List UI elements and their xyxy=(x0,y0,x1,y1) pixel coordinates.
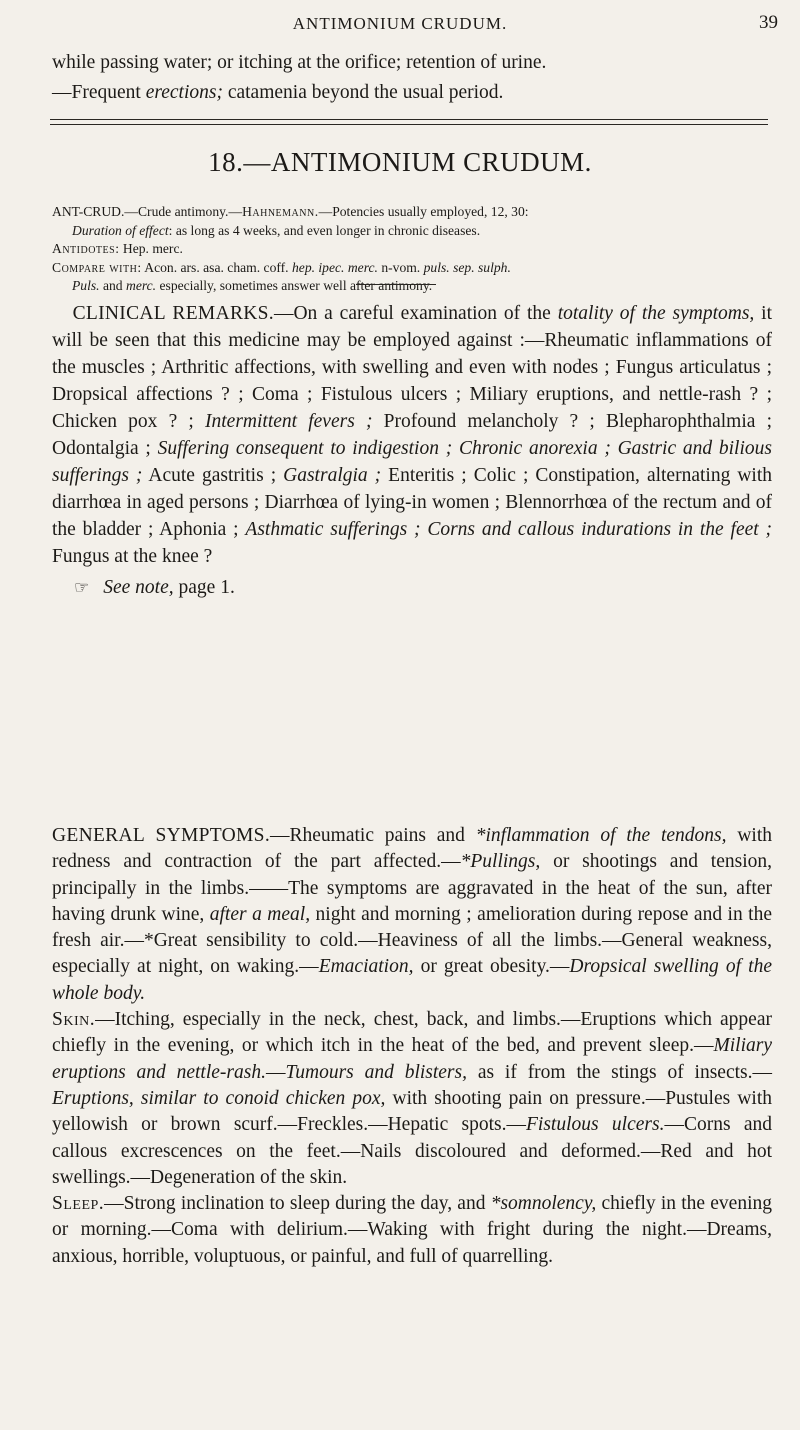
skin-italic: Fistulous ulcers. xyxy=(526,1114,665,1136)
meta-compare-italic: puls. sep. sulph. xyxy=(423,259,511,275)
sleep-paragraph xyxy=(52,1191,772,1270)
skin-italic: Miliary eruptions and nettle-rash. xyxy=(52,1035,772,1083)
sleep-text: —Strong inclination to sleep during the day, and xyxy=(104,1193,491,1215)
general-italic: after a meal, xyxy=(209,903,311,925)
running-head xyxy=(0,8,800,40)
short-divider xyxy=(356,284,436,285)
intro-paragraph xyxy=(52,48,772,108)
meta-compare-italic: Puls. xyxy=(72,278,100,293)
clinical-italic: Asthmatic sufferings ; Corns and callous indurations in the feet ; xyxy=(245,519,773,540)
sleep-heading: Sleep. xyxy=(52,1193,105,1215)
meta-antidotes-label: Antidotes: xyxy=(52,241,120,256)
general-text: or great obesity.— xyxy=(413,956,570,978)
remedy-metadata xyxy=(52,203,772,296)
meta-compare-text: n-vom. xyxy=(377,259,424,275)
divider-rule-top xyxy=(50,119,768,120)
intro-italic: erections; xyxy=(145,82,223,103)
section-title: 18.—ANTIMONIUM CRUDUM. xyxy=(208,147,592,177)
see-note-page: page 1. xyxy=(173,577,235,598)
meta-line-duration xyxy=(52,222,772,241)
skin-paragraph xyxy=(52,1007,772,1191)
general-italic: *Pullings, xyxy=(460,851,541,873)
clinical-paragraph xyxy=(52,300,772,570)
clinical-text: Fungus at the knee ? xyxy=(52,546,213,567)
intro-text: catamenia beyond the usual period. xyxy=(222,82,504,103)
skin-italic: Tumours and blisters, xyxy=(285,1061,467,1083)
meta-potencies: —Potencies usually employed, 12, 30: xyxy=(318,204,529,219)
clinical-italic: Intermittent fevers ; xyxy=(205,411,373,432)
general-text: night and morning ; amelioration during repose and in the fresh air.—*Great sensibility to cold.—Heaviness of all the limbs.—General weakness, especially at night, on waking.— xyxy=(52,903,773,978)
skin-text: as if from the stings of insects.— xyxy=(467,1061,773,1083)
clinical-italic: Suffering consequent to indigestion ; Chronic anorexia ; Gastric and bilious sufferings ; xyxy=(52,438,772,486)
meta-compare-italic: hep. ipec. merc. xyxy=(291,259,378,275)
sleep-text: chiefly in the evening or morning.—Coma with delirium.—Waking with fright during the night.—Dreams, anxious, horrible, voluptuous, or painful, and full of quarrelling. xyxy=(52,1193,773,1267)
divider-rule-bottom xyxy=(50,124,768,125)
clinical-text: it will be seen that this medicine may be employed against :—Rheumatic inflammations of the muscles ; Arthritic affections, with swelling and even with nodes ; Fungus articulatus ; Dropsical affections ? ; Coma ; Fistulous ulcers ; Miliary eruptions, and nettle-rash ? ; Chicken pox ? ; xyxy=(52,303,773,432)
meta-compare-text: and xyxy=(99,278,127,293)
skin-text: —Corns and callous excrescences on the feet.—Nails discoloured and deformed.—Red and hot swellings.—Degeneration of the skin. xyxy=(52,1114,773,1188)
meta-compare-italic: merc. xyxy=(126,278,157,293)
clinical-italic: totality of the symptoms, xyxy=(557,303,755,324)
general-text: or shootings and tension, principally in the limbs.——The symptoms are aggravated in the heat of the sun, after having drunk wine, xyxy=(52,851,772,925)
general-paragraph xyxy=(52,823,772,1007)
intro-line-2 xyxy=(52,78,772,108)
clinical-remarks xyxy=(52,300,772,601)
see-note-line xyxy=(52,574,772,601)
general-text: —Rheumatic pains and xyxy=(270,825,476,846)
meta-antidotes-text: Hep. merc. xyxy=(119,241,183,256)
running-title: ANTIMONIUM CRUDUM. xyxy=(292,14,508,33)
sleep-italic: *somnolency, xyxy=(490,1193,597,1215)
general-italic: *inflammation of the tendons, xyxy=(475,825,727,846)
intro-text: —Frequent xyxy=(52,82,146,103)
meta-line-compare-2 xyxy=(52,277,772,296)
meta-compare-label: Compare with: xyxy=(52,259,142,275)
skin-text: — xyxy=(265,1061,286,1083)
general-italic: Dropsical swelling of the whole body. xyxy=(52,956,772,1004)
meta-line-compare xyxy=(52,259,772,278)
clinical-text: Profound melancholy ? ; Blepharophthalmia ; Odontalgia ; xyxy=(52,411,772,459)
meta-abbrev: ANT-CRUD.—Crude antimony.— xyxy=(52,204,243,219)
meta-compare-text: especially, sometimes answer well after antimony. xyxy=(156,278,433,293)
general-heading: GENERAL SYMPTOMS. xyxy=(52,825,270,846)
meta-author: Hahnemann. xyxy=(242,204,319,219)
general-italic: Emaciation, xyxy=(318,956,414,978)
clinical-heading: CLINICAL REMARKS. xyxy=(72,303,274,324)
general-text: with redness and contraction of the part affected.— xyxy=(52,825,773,873)
clinical-italic: Gastralgia ; xyxy=(283,465,382,486)
skin-heading: Skin. xyxy=(52,1009,96,1031)
intro-line-1: while passing water; or itching at the orifice; retention of urine. xyxy=(52,52,547,73)
page-number: 39 xyxy=(759,12,778,33)
meta-duration-label: Duration of effect xyxy=(72,222,169,238)
clinical-text: Enteritis ; Colic ; Constipation, alternating with diarrhœa in aged persons ; Diarrhœa of lying-in women ; Blennorrhœa of the rectum and of the bladder ; Aphonia ; xyxy=(52,465,773,540)
skin-italic: Eruptions, similar to conoid chicken pox, xyxy=(52,1087,386,1109)
meta-compare-text: Acon. ars. asa. cham. coff. xyxy=(141,259,292,275)
skin-text: with shooting pain on pressure.—Pustules with yellowish or brown scurf.—Freckles.—Hepatic spots.— xyxy=(52,1087,772,1136)
meta-line-antidotes xyxy=(52,240,772,259)
see-note-label: See note, xyxy=(103,577,174,598)
pointing-hand-icon: ☞ xyxy=(74,578,90,597)
general-symptoms xyxy=(52,823,772,1270)
meta-duration-text: : as long as 4 weeks, and even longer in chronic diseases. xyxy=(168,222,481,238)
meta-line-abbrev xyxy=(52,203,772,222)
skin-text: —Itching, especially in the neck, chest, back, and limbs.—Eruptions which appear chiefly in the evening, or which itch in the heat of the bed, and prevent sleep.— xyxy=(52,1009,772,1057)
clinical-text: Acute gastritis ; xyxy=(142,465,284,486)
clinical-text: —On a careful examination of the xyxy=(273,303,558,324)
